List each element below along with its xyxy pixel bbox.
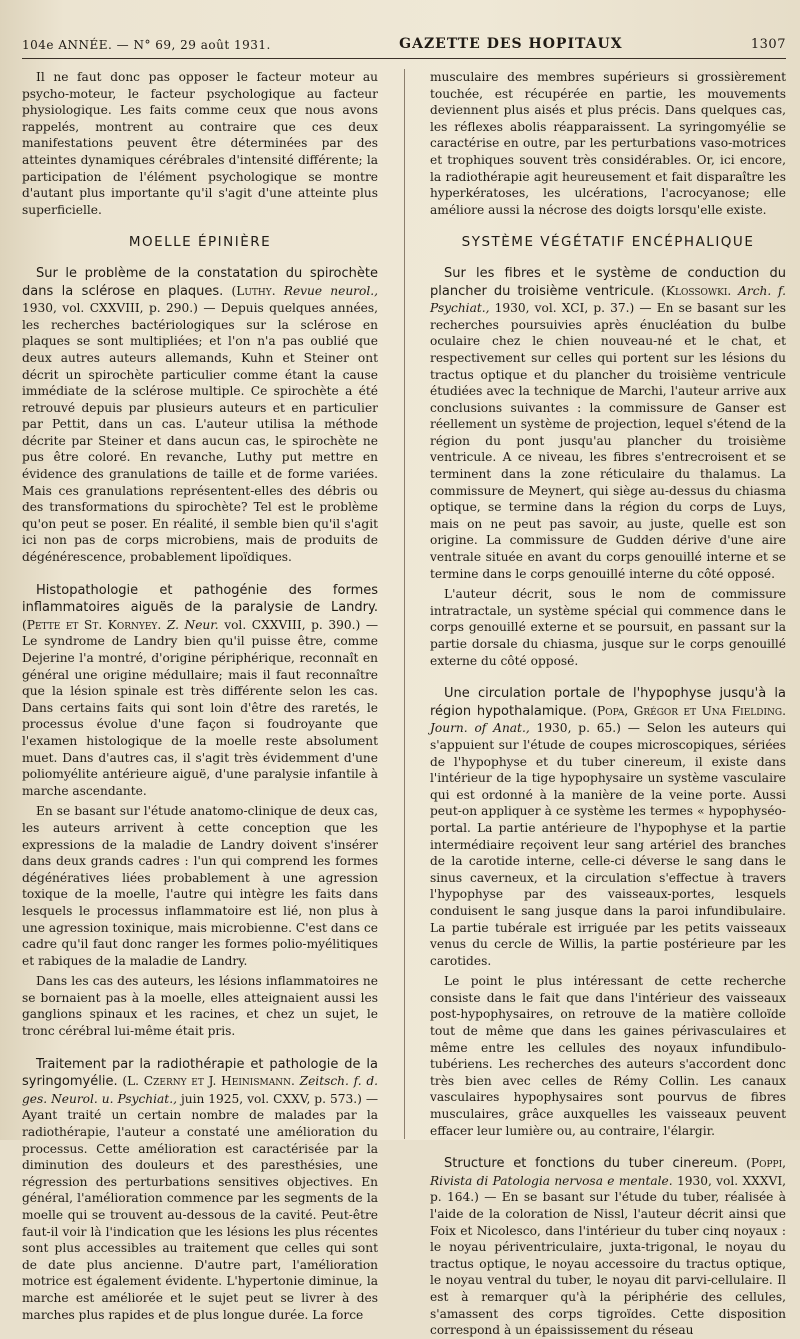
article-paragraph: Dans les cas des auteurs, les lésions inflammatoires ne se bornaient pas à la moelle, elles atteignaient aussi les ganglions spinaux et les racines, et chez un sujet, le tronc cérébral lui-même était pris.: [22, 974, 378, 1039]
article-journal: Journ. of Anat.,: [430, 721, 530, 736]
continued-paragraph: musculaire des membres supérieurs si grossièrement touchée, est récupérée en partie, les mouvements deviennent plus aisés et plus précis. Dans quelques cas, les réflexes abolis réapparaissent. La syringomyélie se caractérise en outre, par les perturbations vaso-motrices et trophiques souvent très considérables. Or, ici encore, la radiothérapie agit heureusement et fait disparaître les hyperkératoses, les ulcérations, l'acrocyanose; elle améliore aussi la nécrose des doigts lorsqu'elle existe.: [430, 70, 786, 217]
article-title: Une circulation portale de l'hypophyse jusqu'à la région hypothalamique.: [430, 686, 786, 719]
article-body: — Depuis quelques années, les recherches bactériologiques sur la sclérose en plaques se sont multipliées; et l'on n'a pas oublié que deux autres auteurs allemands, Kuhn et Steiner ont décrit un spirochète particulier comme étant la cause immédiate de la sclérose multiple. Ce spirochète a été retrouvé depuis par plusieurs auteurs et en particulier par Pettit, dans un cas. L'auteur utilisa la méthode décrite par Steiner et dans aucun cas, le spirochète ne pus être coloré. En revanche, Luthy put mettre en évidence des granulations de taille et de forme variées. Mais ces granulations représentent-elles des débris ou des transformations du spirochète? Tel est le problème qu'on peut se poser. En réalité, il semble bien qu'il s'agit ici non pas de corps microbiens, mais de produits de dégénérescence, probablement lipoïdiques.: [22, 301, 378, 565]
left-column: [22, 69, 379, 1322]
article-body: — En se basant sur les recherches poursuivies après énucléation du bulbe oculaire chez le chien nouveau-né et le chat, et respectivement sur celles qui portent sur les lésions du tractus optique et du plancher du troisième ventricule étudiées avec la technique de Marchi, l'auteur arrive aux conclusions suivantes : la commissure de Ganser est réellement un système de projection, lequel s'étend de la région du pont jusqu'au plancher du troisième ventricule. A ce niveau, les fibres s'entrecroisent et se terminent dans la zone réticulaire du thalamus. La commissure de Meynert, qui siège au-dessus du chiasma optique, se termine dans la région du corps de Luys, mais on ne peut pas savoir, au juste, quelle est son origine. La commissure de Gudden dérive d'une aire ventrale située en avant du corps genouillé interne et se termine dans le corps genouillé interne du côté opposé.: [430, 301, 787, 581]
article-journal: Z. Neur.: [166, 617, 219, 632]
article-body: — Ayant traité un certain nombre de malades par la radiothérapie, l'auteur a constaté une amélioration du processus. Cette amélioration est caractérisée par la diminution des douleurs et des paresthésies, une régression des perturbations sensitives objectives. En général, l'amélioration commence par les segments de la moelle qui se trouvent au-dessous de la cavité. Peut-être faut-il voir là l'indication que les lésions les plus récentes sont plus accessibles au traitement que celles qui sont de date plus ancienne. D'autre part, l'amélioration motrice est également évidente. L'hypertonie diminue, la marche est améliorée et le sujet peut se livrer à des marches plus rapides et de plus longue durée. La force: [22, 1091, 379, 1322]
article-author: (Poppi,: [746, 1156, 786, 1171]
article-popa: [430, 685, 786, 969]
article-ref: juin 1925, vol. CXXV, p. 573.): [180, 1091, 362, 1106]
article-ref: 1930, vol. XXXVI, p. 164.): [430, 1173, 787, 1205]
article-body: — Selon les auteurs qui s'appuient sur l'étude de coupes microscopiques, sériées de l'hypophyse et du tuber cinereum, il existe dans l'intérieur de la tige hypophysaire un système vasculaire qui est ordonné à la manière de la veine porte. Aussi peut-on appliquer à ce système les termes « hypophyséo-portal. La partie antérieure de l'hypophyse et la partie intermédiaire reçoivent leur sang artériel des branches de la carotide interne, celle-ci déverse le sang dans le sinus caverneux, et la circulation s'effectue à travers l'hypophyse par des vaisseaux-portes, lesquels conduisent le sang jusque dans la paroi infundibulaire. La partie tubérale est irriguée par les petits vaisseaux venus du cercle de Willis, la partie postérieure par les carotides.: [430, 721, 787, 968]
two-column-body: [22, 69, 787, 1338]
article-title: Structure et fonctions du tuber cinereum.: [444, 1156, 738, 1172]
article-author: (Popa, Grégor et Una Fielding.: [592, 703, 786, 718]
article-author: (Klossowki.: [661, 283, 732, 298]
journal-title: GAZETTE DES HOPITAUX: [399, 36, 623, 52]
column-divider: [404, 69, 405, 1139]
article-journal: Rivista di Patologia nervosa e mentale.: [430, 1173, 673, 1188]
article-ref: 1930, vol. CXXVIII, p. 290.): [22, 301, 198, 316]
section-title-moelle: MOELLE ÉPINIÈRE: [128, 234, 272, 251]
article-ref: 1930, p. 65.): [536, 721, 621, 736]
article-paragraph: Le point le plus intéressant de cette recherche consiste dans le fait que dans l'intérieur des vaisseaux post-hypophysaires, on retrouve de la matière colloïde tout de même que dans les gaines périvasculaires et même entre les cellules des noyaux infundibulo-tubériens. Les recherches des auteurs s'accordent donc très bien avec celles de Rémy Collin. Les canaux vasculaires hypophysaires sont pourvus de fibres musculaires, grâce auxquelles les vaisseaux peuvent effacer leur lumière ou, au contraire, l'élargir.: [430, 974, 786, 1138]
article-poppi: [430, 1155, 786, 1339]
article-klossowki: [430, 265, 786, 582]
header-rule: [22, 58, 786, 59]
article-author: (Luthy.: [231, 283, 276, 298]
article-journal: Arch. f. Psychiat.,: [430, 283, 786, 316]
article-journal: Revue neurol.,: [283, 283, 378, 298]
article-paragraph: En se basant sur l'étude anatomo-clinique de deux cas, les auteurs arrivent à cette conception que les expressions de la maladie de Landry doivent s'insérer dans deux grands cadres : l'un qui comprend les formes dégénératives liées probablement à une agression toxique de la moelle, l'autre qui intègre les faits dans lesquels le processus inflammatoire est lié, non plus à une agression toxinique, mais microbienne. C'est dans ce cadre qu'il faut donc ranger les formes polio-myélitiques et rabiques de la maladie de Landry.: [22, 804, 378, 968]
article-czerny: [22, 1056, 378, 1324]
right-column: [430, 69, 787, 1338]
article-title: Histopathologie et pathogénie des formes inflammatoires aiguës de la paralysie de Landry.: [22, 582, 378, 616]
article-body: — Le syndrome de Landry bien qu'il puisse être, comme Dejerine l'a montré, d'origine périphérique, reconnaît en général une origine médullaire; mais il faut reconnaître que la lésion spinale est très différente selon les cas. Dans certains faits qui sont loin d'être des raretés, le processus évolue d'une façon si foudroyante que l'examen histologique de la moelle reste absolument muet. Dans d'autres cas, il s'agit très évidemment d'une poliomyélite antérieure aiguë, d'une paralysie infantile à marche ascendante.: [22, 617, 379, 798]
issue-line: 104e ANNÉE. — N° 69, 29 août 1931.: [22, 38, 271, 52]
article-author: (L. Czerny et J. Heinismann.: [122, 1074, 295, 1089]
article-ref: 1930, vol. XCI, p. 37.): [494, 301, 635, 316]
article-luthy: [22, 265, 378, 566]
article-paragraph: L'auteur décrit, sous le nom de commissure intratractale, un système spécial qui commence dans le corps genouillé externe et se poursuit, en passant sur la partie dorsale du chiasma, jusque sur le corps genouillé externe du côté opposé.: [430, 587, 786, 668]
article-title: Traitement par la radiothérapie et pathologie de la syringomyélie.: [22, 1056, 378, 1090]
article-body: — En se basant sur l'étude du tuber, réalisée à l'aide de la coloration de Nissl, l'auteur décrit ainsi que Foix et Nicolesco, dans l'intérieur du tuber cinq noyaux : le noyau périventriculaire, juxta-trigonal, le noyau du tractus optique, le noyau accessoire du tractus optique, le noyau ventral du tuber, le noyau dit parvi-cellulaire. Il est à remarquer qu'à la périphérie des cellules, s'amassent des corps tigroïdes. Cette disposition correspond à un épaississement du réseau: [430, 1190, 786, 1338]
article-journal: Zeitsch. f. d. ges. Neurol. u. Psychiat.,: [22, 1074, 379, 1106]
running-header: [22, 18, 786, 52]
article-ref: vol. CXXVIII, p. 390.): [224, 617, 361, 632]
article-author: (Pette et St. Kornyey.: [22, 617, 162, 632]
article-title: Sur le problème de la constatation du spirochète dans la sclérose en plaques.: [22, 265, 378, 299]
article-pette: [22, 582, 378, 800]
article-title: Sur les fibres et le système de conduction du plancher du troisième ventricule.: [430, 265, 786, 299]
intro-paragraph: Il ne faut donc pas opposer le facteur moteur au psycho-moteur, le facteur psychologique au facteur physiologique. Les faits comme ceux que nous avons rappelés, montrent au contraire que ces deux manifestations peuvent être déterminées par des atteintes dynamiques cérébrales d'intensité différente; la participation de l'élément psychologique se montre d'autant plus importante qu'il s'agit d'une atteinte plus superficielle.: [22, 70, 378, 217]
section-title-vegetatif: SYSTÈME VÉGÉTATIF ENCÉPHALIQUE: [461, 234, 755, 251]
page-number: 1307: [750, 37, 786, 52]
